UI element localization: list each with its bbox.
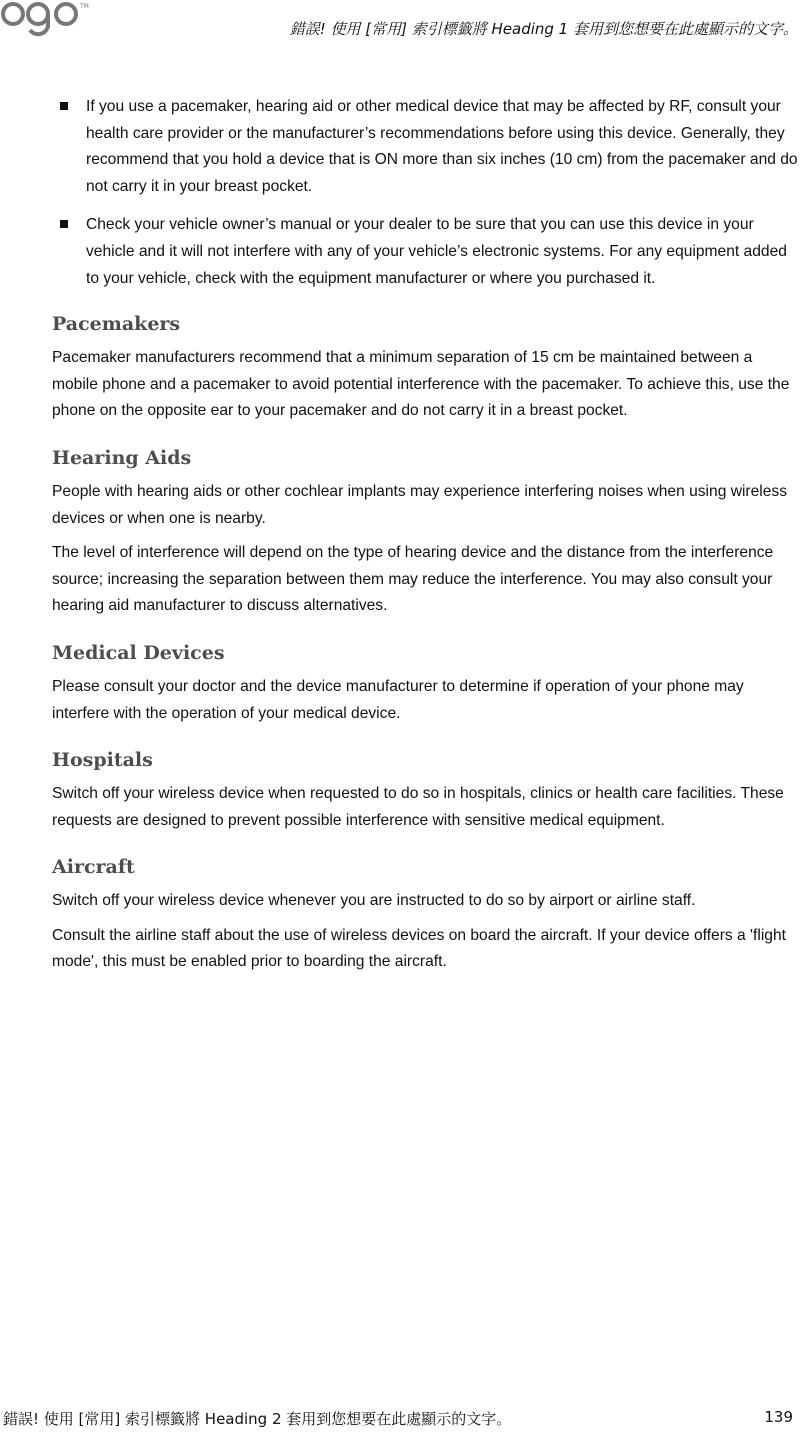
section-paragraph: People with hearing aids or other cochlear implants may experience interfering noises when using wireless devices or when one is nearby. <box>52 482 788 527</box>
bullet-item <box>52 212 798 292</box>
section-paragraph: Switch off your wireless device when requested to do so in hospitals, clinics or health care facilities. These requests are designed to prevent possible interference with sensitive medical equipment. <box>52 785 784 829</box>
document-body <box>52 94 798 984</box>
page-number: 139 <box>764 1408 793 1426</box>
footer-error-text: 錯誤! 使用 [常用] 索引標籤將 Heading 2 套用到您想要在此處顯示的文字。 <box>3 1410 512 1428</box>
bullet-square-icon <box>60 220 68 228</box>
section-heading: Medical Devices <box>52 641 225 664</box>
section-heading: Hospitals <box>52 749 153 772</box>
section-paragraph: Please consult your doctor and the device manufacturer to determine if operation of your phone may interfere with the operation of your medical device. <box>52 677 744 722</box>
bullet-text: Check your vehicle owner’s manual or your dealer to be sure that you can use this device in your vehicle and it will not interfere with any of your vehicle’s electronic systems. For any equipment added to your vehicle, check with the equipment manufacturer or where you purchased it. <box>86 216 787 287</box>
section-heading: Aircraft <box>52 856 135 879</box>
svg-text:TM: TM <box>80 3 89 10</box>
brand-logo <box>0 0 90 40</box>
section-paragraph: Switch off your wireless device whenever you are instructed to do so by airport or airline staff. <box>52 892 696 910</box>
section-paragraph: The level of interference will depend on the type of hearing device and the distance from the interference source; increasing the separation between them may reduce the interference. You may also consult your hearing aid manufacturer to discuss alternatives. <box>52 544 774 615</box>
bullet-item <box>52 94 798 200</box>
bullet-square-icon <box>60 102 68 110</box>
section-paragraph: Consult the airline staff about the use of wireless devices on board the aircraft. If your device offers a 'flight mode', this must be enabled prior to boarding the aircraft. <box>52 926 786 971</box>
section-heading: Pacemakers <box>52 313 181 336</box>
section-heading: Hearing Aids <box>52 446 192 469</box>
bullet-text: If you use a pacemaker, hearing aid or other medical device that may be affected by RF, consult your health care provider or the manufacturer’s recommendations before using this device. Generally, they recommend that you hold a device that is ON more than six inches (10 cm) from the pacemaker and do not carry it in your breast pocket. <box>86 98 798 195</box>
section-paragraph: Pacemaker manufacturers recommend that a minimum separation of 15 cm be maintained between a mobile phone and a pacemaker to avoid potential interference with the pacemaker. To achieve this, use the phone on the opposite ear to your pacemaker and do not carry it in a breast pocket. <box>52 349 790 420</box>
header-error-text: 錯誤! 使用 [常用] 索引標籤將 Heading 1 套用到您想要在此處顯示的文字。 <box>289 20 798 38</box>
